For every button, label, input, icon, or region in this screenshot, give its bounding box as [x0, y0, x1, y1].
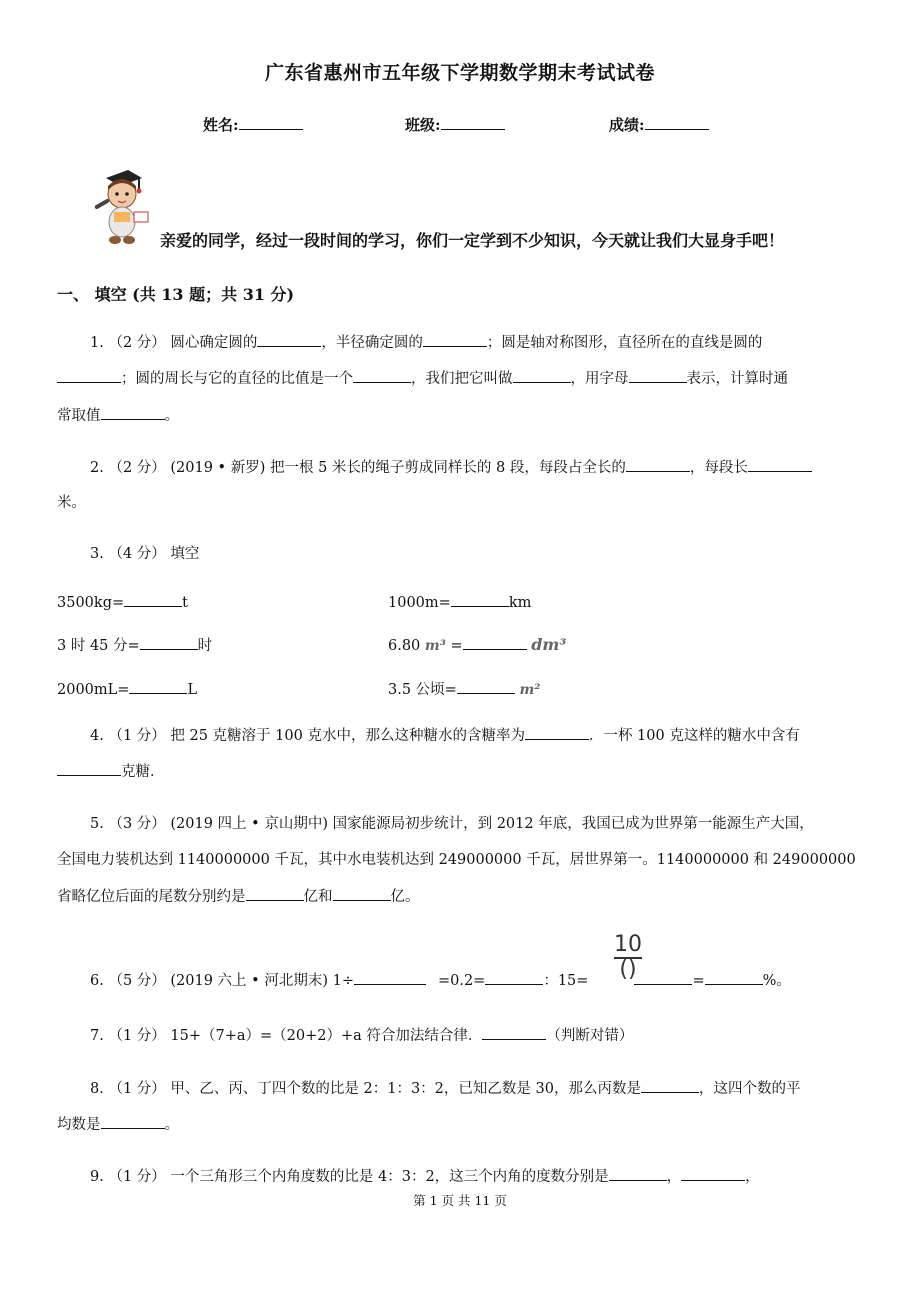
score-label: 成绩: — [609, 116, 645, 134]
blank[interactable] — [333, 886, 391, 901]
greeting-text: 亲爱的同学，经过一段时间的学习，你们一定学到不少知识，今天就让我们大显身手吧！ — [160, 231, 785, 250]
blank[interactable] — [463, 635, 527, 650]
question-1-line-2: ；圆的周长与它的直径的比值是一个 ，我们把它叫做 ，用字母 表示，计算时通 — [57, 368, 788, 389]
page-title: 广东省惠州市五年级下学期数学期末考试试卷 — [264, 62, 655, 84]
class-label: 班级: — [405, 116, 441, 134]
question-5-line-1: 5. （3 分） (2019 四上 • 京山期中) 国家能源局初步统计，到 2012 年底，我国已成为世界第一能源生产大国， — [90, 816, 814, 832]
fraction-image — [614, 934, 642, 981]
question-9: 9. （1 分） 一个三角形三个内角度数的比是 4：3：2，这三个内角的度数分别是 ， ， — [90, 1166, 760, 1187]
question-3-row-1-right: 1000m= km — [388, 592, 531, 613]
question-1-line-1: 1. （2 分） 圆心确定圆的 ，半径确定圆的 ；圆是轴对称图形，直径所在的直线是圆的 — [90, 332, 762, 353]
name-label: 姓名: — [203, 116, 239, 134]
question-8-line-1: 8. （1 分） 甲、乙、丙、丁四个数的比是 2：1：3：2，已知乙数是 30，那么丙数是 ，这四个数的平 — [90, 1078, 800, 1099]
blank[interactable] — [629, 368, 687, 383]
question-1-line-3: 常取值 。 — [57, 405, 179, 426]
blank[interactable] — [257, 332, 321, 347]
question-2-line-1: 2. （2 分） (2019 • 新罗) 把一根 5 米长的绳子剪成同样长的 8 段，每段占全长的 ，每段长 — [90, 457, 812, 478]
section-heading: 一、 填空 (共 13 题；共 31 分) — [57, 285, 295, 304]
question-3-row-2-left: 3 时 45 分= 时 — [57, 635, 212, 656]
blank[interactable] — [705, 970, 763, 985]
blank[interactable] — [626, 457, 690, 472]
question-3-row-3-right: 3.5 公顷= m² — [388, 679, 540, 700]
blank[interactable] — [124, 592, 182, 607]
blank[interactable] — [482, 1025, 546, 1040]
question-2-line-2: 米。 — [57, 495, 86, 511]
question-3-row-1-left: 3500kg= t — [57, 592, 188, 613]
fraction-numerator: 10 — [614, 932, 642, 957]
blank[interactable] — [513, 368, 571, 383]
blank[interactable] — [129, 679, 187, 694]
class-field — [405, 114, 505, 135]
question-6: 6. （5 分） (2019 六上 • 河北期末) 1÷ =0.2= ：15= = %。 — [90, 970, 791, 991]
blank[interactable] — [641, 1078, 699, 1093]
name-blank[interactable] — [239, 115, 303, 130]
question-3-heading: 3. （4 分） 填空 — [90, 546, 200, 562]
blank[interactable] — [354, 970, 426, 985]
graduate-mascot-icon — [84, 164, 156, 248]
question-4-line-2: 克糖． — [57, 761, 165, 782]
name-field — [203, 114, 303, 135]
score-blank[interactable] — [645, 115, 709, 130]
blank[interactable] — [101, 405, 165, 420]
question-3-row-3-left: 2000mL= L — [57, 679, 197, 700]
question-7: 7. （1 分） 15+（7+a）=（20+2）+a 符合加法结合律． （判断对错） — [90, 1025, 633, 1046]
blank[interactable] — [423, 332, 487, 347]
question-5-line-3: 省略亿位后面的尾数分别约是 亿和 亿。 — [57, 886, 420, 907]
question-4-line-1: 4. （1 分） 把 25 克糖溶于 100 克水中，那么这种糖水的含糖率为 ．一杯 100 克这样的糖水中含有 — [90, 725, 800, 746]
blank[interactable] — [485, 970, 543, 985]
blank[interactable] — [457, 679, 515, 694]
score-field — [609, 114, 709, 135]
fraction-denominator: () — [619, 957, 637, 982]
page-footer: 第 1 页 共 11 页 — [413, 1193, 507, 1208]
question-5-line-2: 全国电力装机达到 1140000000 千瓦，其中水电装机达到 249000000 千瓦，居世界第一。1140000000 和 249000000 — [57, 852, 856, 868]
blank[interactable] — [57, 761, 121, 776]
blank[interactable] — [246, 886, 304, 901]
question-3-row-2-right: 6.80 m³ = dm³ — [388, 635, 567, 654]
blank[interactable] — [609, 1166, 667, 1181]
blank[interactable] — [681, 1166, 745, 1181]
blank[interactable] — [57, 368, 121, 383]
blank[interactable] — [525, 725, 589, 740]
blank[interactable] — [748, 457, 812, 472]
blank[interactable] — [634, 970, 692, 985]
blank[interactable] — [451, 592, 509, 607]
question-8-line-2: 均数是 。 — [57, 1114, 179, 1135]
blank[interactable] — [140, 635, 198, 650]
blank[interactable] — [353, 368, 411, 383]
blank[interactable] — [101, 1114, 165, 1129]
class-blank[interactable] — [441, 115, 505, 130]
